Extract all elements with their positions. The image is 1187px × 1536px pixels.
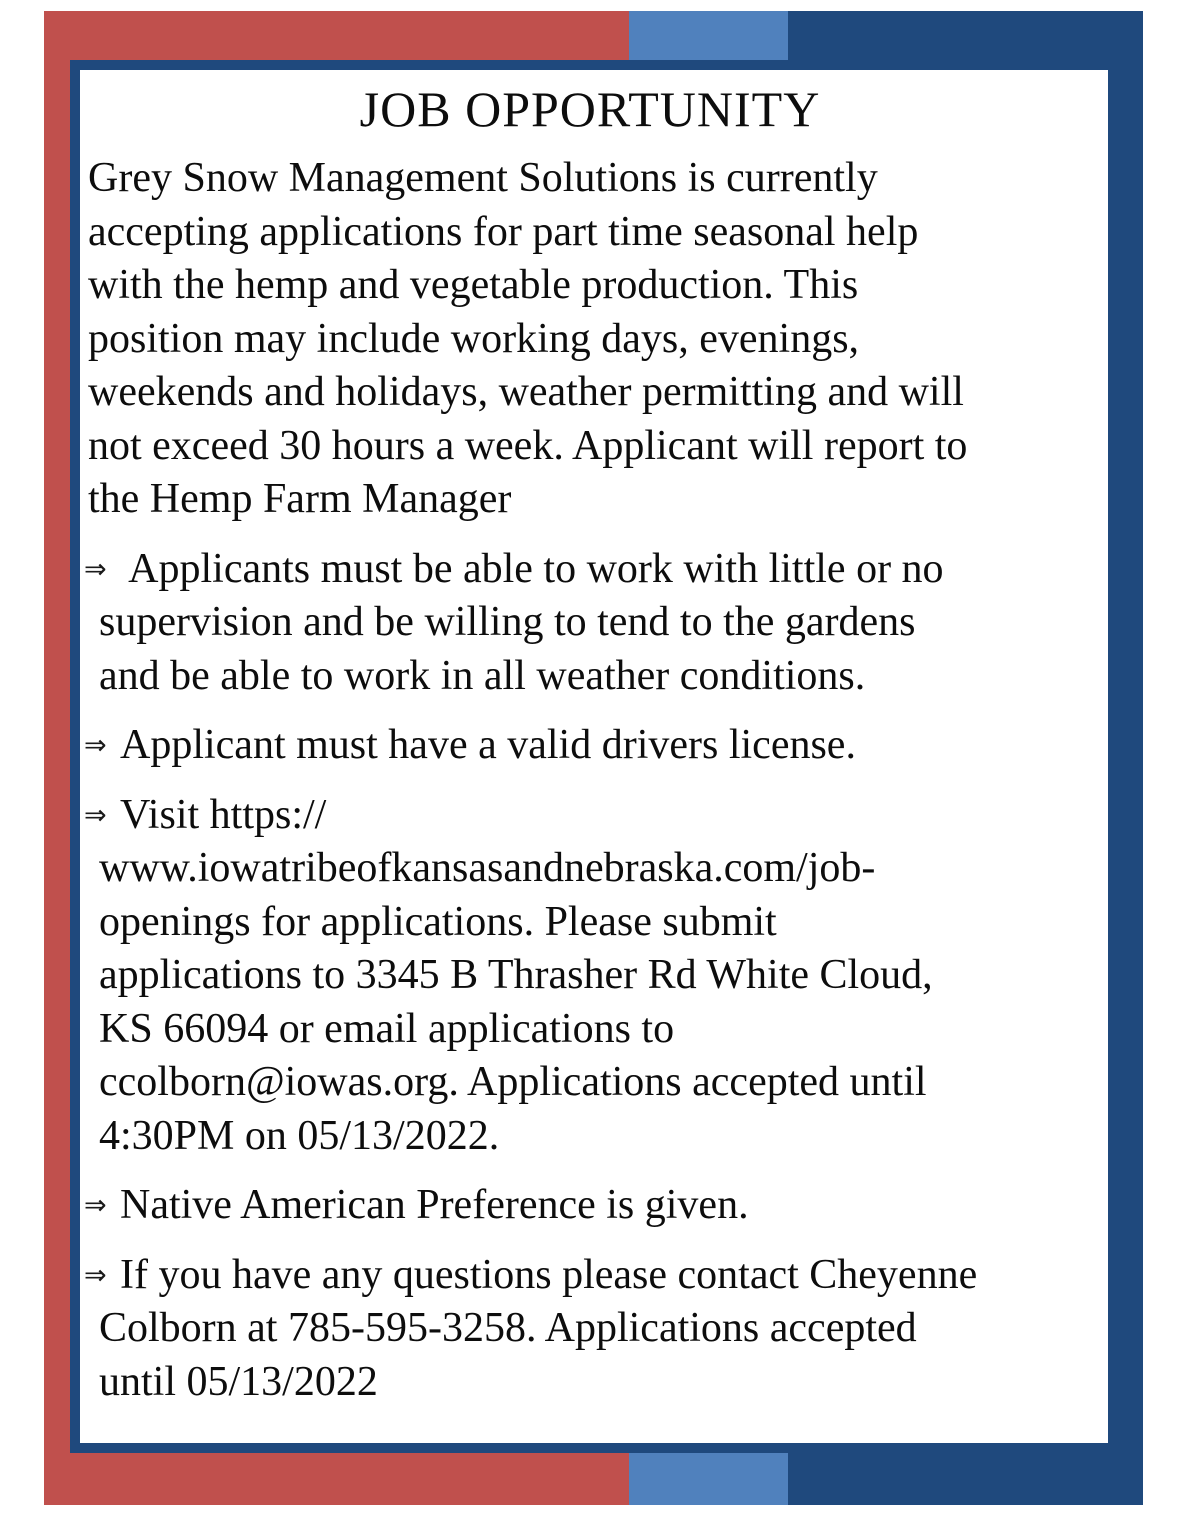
bullet-line: Applicant must have a valid drivers license. — [120, 722, 856, 768]
bullet-line: 4:30PM on 05/13/2022. — [99, 1112, 500, 1159]
border-band-right-navy — [1118, 11, 1143, 1505]
border-band-bottom-navy — [788, 1453, 1143, 1505]
intro-line: position may include working days, evenings, — [88, 315, 860, 362]
bullet-item — [84, 1179, 1092, 1233]
border-band-top-blue — [629, 11, 788, 60]
bullet-text — [99, 1179, 1092, 1233]
bullet-line: openings for applications. Please submit — [99, 898, 777, 945]
bullet-line: KS 66094 or email applications to — [99, 1005, 675, 1052]
bullet-line: Colborn at 785-595-3258. Applications accepted — [99, 1305, 917, 1351]
bullet-line: and be able to work in all weather conditions. — [99, 652, 866, 699]
arrow-bullet-icon: ⇒ — [84, 1259, 107, 1291]
arrow-bullet-icon: ⇒ — [84, 1190, 107, 1221]
intro-line: accepting applications for part time seasonal help — [88, 208, 919, 255]
flyer-content — [80, 70, 1108, 1443]
page-title: JOB OPPORTUNITY — [359, 81, 821, 137]
bullet-text — [99, 719, 1092, 773]
bullet-line: Applicants must be able to work with little or no — [120, 545, 944, 592]
intro-line: not exceed 30 hours a week. Applicant will report to — [88, 422, 968, 469]
bullet-item — [84, 543, 1092, 704]
bullet-line: Native American Preference is given. — [120, 1182, 749, 1228]
border-band-bottom-red — [44, 1453, 629, 1505]
bullet-text — [99, 789, 1092, 1164]
arrow-bullet-icon: ⇒ — [84, 799, 107, 831]
intro-line: Grey Snow Management Solutions is currently — [88, 155, 878, 201]
bullet-line: Visit https:// — [120, 791, 327, 838]
arrow-bullet-icon: ⇒ — [84, 553, 107, 585]
bullet-line: until 05/13/2022 — [99, 1358, 378, 1405]
border-band-top-red — [44, 11, 629, 60]
intro-line: with the hemp and vegetable production. This — [88, 262, 859, 308]
bullet-item — [84, 719, 1092, 773]
bullet-line: applications to 3345 B Thrasher Rd White Cloud, — [99, 952, 933, 998]
intro-line: the Hemp Farm Manager — [88, 476, 512, 522]
bullet-line: supervision and be willing to tend to the gardens — [99, 599, 916, 645]
bullet-line: If you have any questions please contact Cheyenne — [120, 1251, 978, 1298]
bullet-item — [84, 1249, 1092, 1410]
content-frame — [70, 60, 1118, 1453]
arrow-bullet-icon: ⇒ — [84, 730, 107, 761]
border-band-top-navy — [788, 11, 1143, 60]
bullet-text — [99, 543, 1092, 704]
intro-paragraph — [88, 152, 1092, 527]
bullet-list — [84, 543, 1092, 1410]
border-band-bottom-blue — [629, 1453, 788, 1505]
bullet-item — [84, 789, 1092, 1164]
intro-line: weekends and holidays, weather permitting and will — [88, 369, 964, 415]
bullet-line: ccolborn@iowas.org. Applications accepted until — [99, 1059, 927, 1105]
bullet-text — [99, 1249, 1092, 1410]
bullet-line: www.iowatribeofkansasandnebraska.com/job- — [99, 845, 876, 891]
border-band-left-red — [44, 11, 70, 1505]
